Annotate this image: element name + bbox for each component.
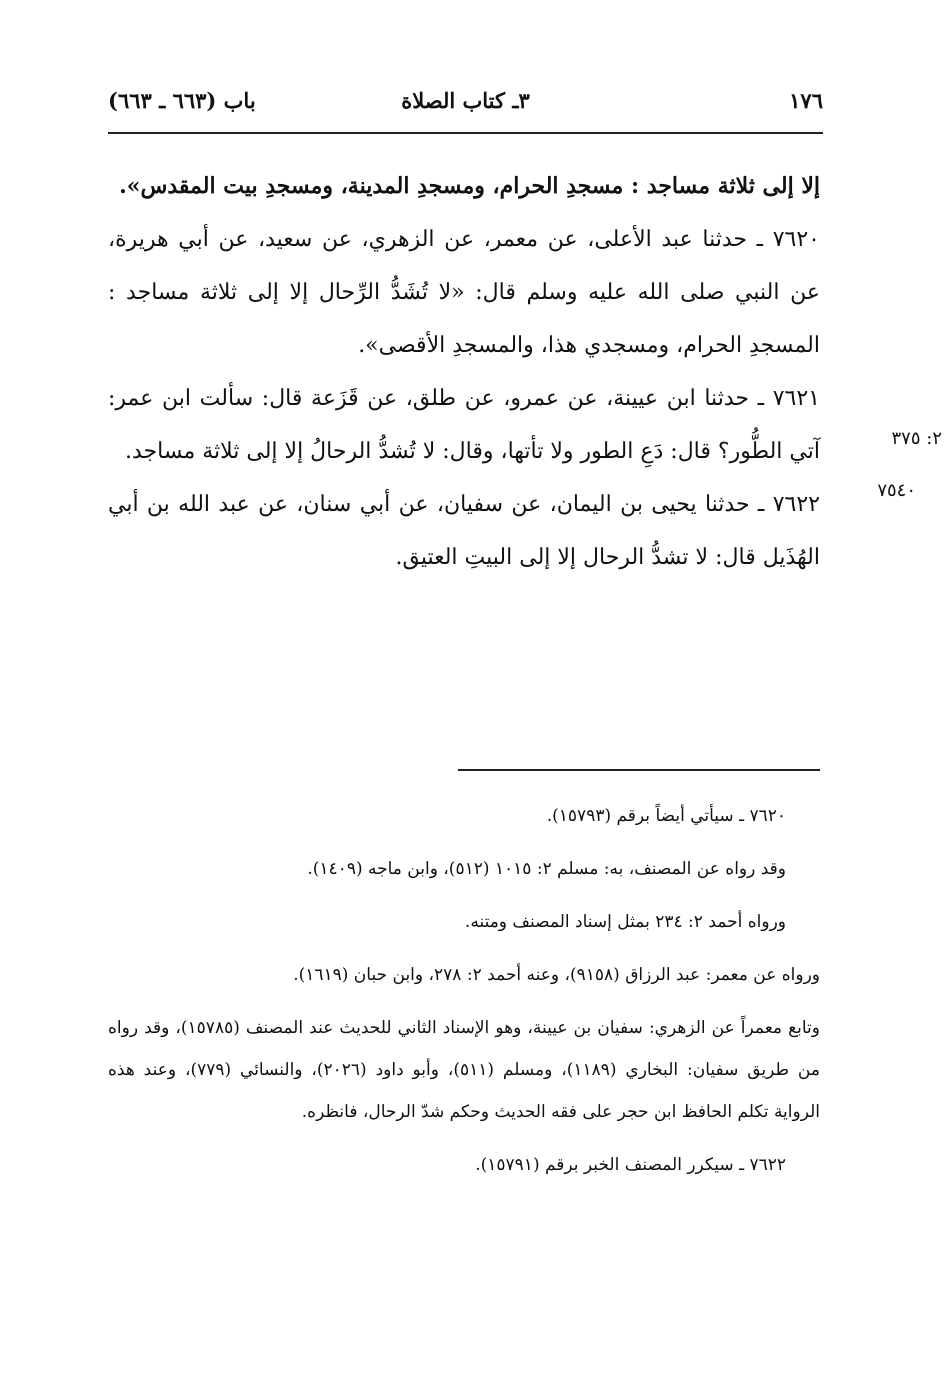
footnotes [108,795,820,1186]
hadith-7622 [108,478,916,584]
footnote-item: ٧٦٢٢ ـ سيكرر المصنف الخبر برقم (١٥٧٩١). [475,1155,786,1175]
footnote-item: ورواه عن معمر: عبد الرزاق (٩١٥٨)، وعنه أحمد ٢: ٢٧٨، وابن حبان (١٦١٩). [293,965,820,985]
hadith-text: ٧٦٢١ ـ حدثنا ابن عيينة، عن عمرو، عن طلق، عن قَزَعة قال: سألت ابن عمر: آتي الطُّور؟ قال: دَعِ الطور ولا تأتها، وقال: لا تُشدُّ الرحالُ إلا إلى ثلاثة مساجد. [108,386,820,464]
hadith-text: ٧٦٢٠ ـ حدثنا عبد الأعلى، عن معمر، عن الزهري، عن سعيد، عن أبي هريرة، عن النبي صلى الله عليه وسلم قال: «لا تُشَدُّ الرِّحال إلا إلى ثلاثة مساجد : المسجدِ الحرام، ومسجدي هذا، والمسجدِ الأقصى». [108,227,820,358]
header-divider [108,132,823,134]
page-number: ١٧٦ [789,88,823,113]
chapter-title: ٣ـ كتاب الصلاة [401,88,530,113]
footnote-item: وقد رواه عن المصنف، به: مسلم ٢: ١٠١٥ (٥١٢)، وابن ماجه (١٤٠٩). [307,859,786,879]
footnote-item: ورواه أحمد ٢: ٢٣٤ بمثل إسناد المصنف ومتنه. [464,912,786,932]
footnote-divider [458,769,820,771]
margin-reference: ٢: ٣٧٥ [891,428,942,449]
footnote-item: وتابع معمراً عن الزهري: سفيان بن عيينة، وهو الإسناد الثاني للحديث عند المصنف (١٥٧٨٥)، وقد رواه من طريق سفيان: البخاري (١١٨٩)، ومسلم (٥١١)، وأبو داود (٢٠٢٦)، والنسائي (٧٧٩)، وعند هذه الرواية تكلم الحافظ ابن حجر على فقه الحديث وحكم شدّ الرحال، فانظره. [108,1018,820,1122]
hadith-7620 [108,213,820,372]
main-text [108,160,942,584]
section-range: باب (٦٦٣ ـ ٦٦٣) [108,88,256,113]
running-header [108,88,823,122]
continuation-text: إلا إلى ثلاثة مساجد : مسجدِ الحرام، ومسجدِ المدينة، ومسجدِ بيت المقدس». [119,173,820,199]
footnote-item: ٧٦٢٠ ـ سيأتي أيضاً برقم (١٥٧٩٣). [546,806,786,826]
hadith-7621 [108,372,942,478]
hadith-text: ٧٦٢٢ ـ حدثنا يحيى بن اليمان، عن سفيان، عن أبي سنان، عن عبد الله بن أبي الهُذَيل قال: لا تشدُّ الرحال إلا إلى البيتِ العتيق. [108,492,820,570]
margin-reference: ٧٥٤٠ [877,480,916,501]
